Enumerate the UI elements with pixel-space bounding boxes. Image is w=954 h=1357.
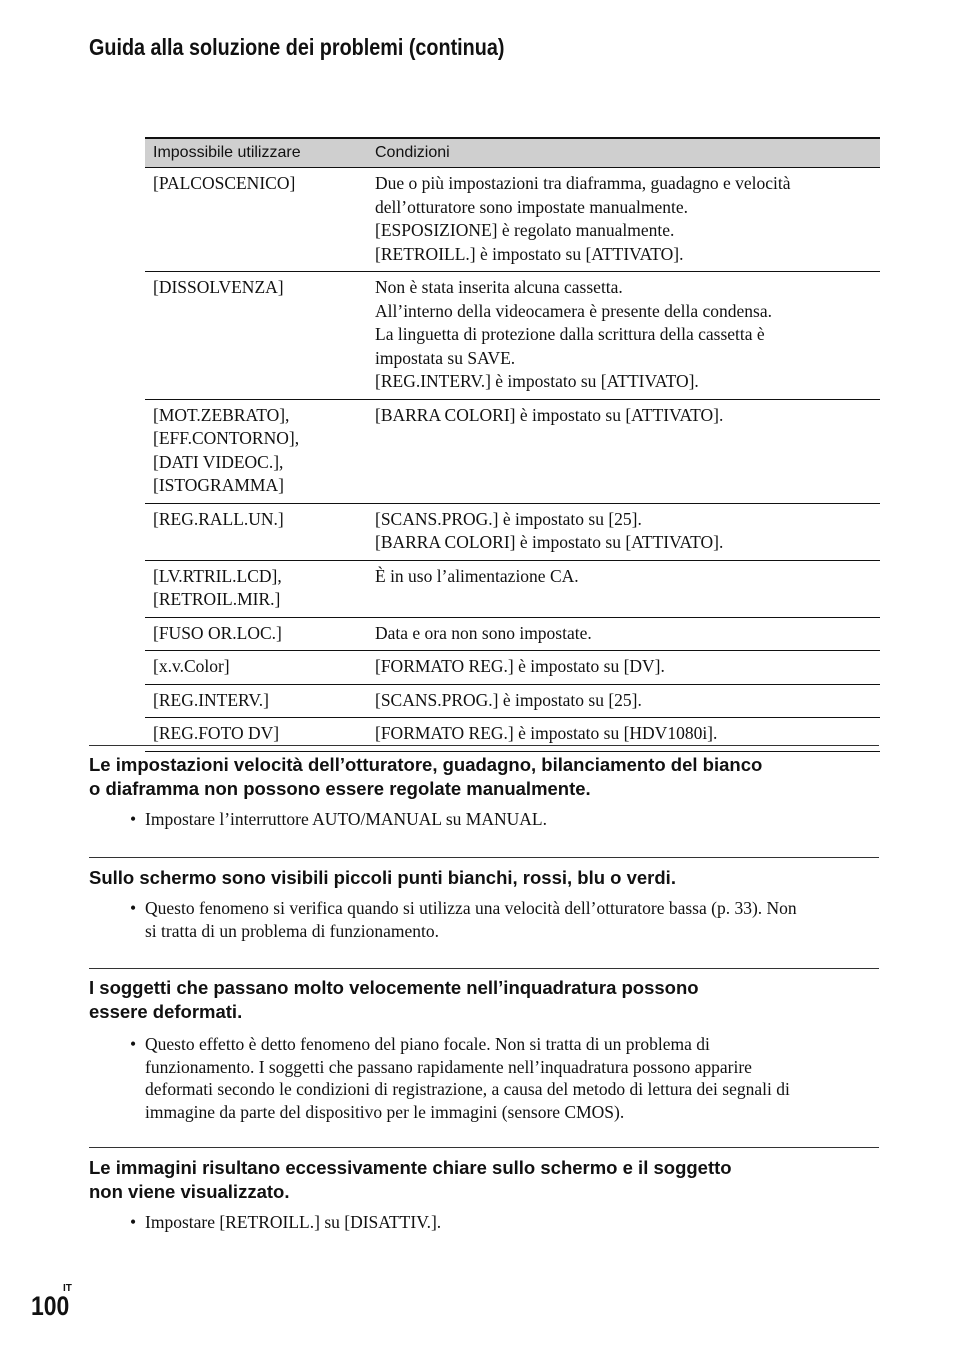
section-bullet-list bbox=[89, 897, 879, 942]
condition-line: [FORMATO REG.] è impostato su [DV]. bbox=[375, 656, 665, 676]
row-item-text: [LV.RTRIL.LCD], bbox=[153, 565, 282, 586]
section-heading: Sullo schermo sono visibili piccoli punti bianchi, rossi, blu o verdi. bbox=[89, 867, 676, 888]
section-heading: I soggetti che passano molto velocemente nell’inquadratura possono essere deformati. bbox=[89, 977, 699, 1022]
row-item-cell bbox=[145, 617, 367, 651]
table-row bbox=[145, 617, 880, 651]
section-bullet-list bbox=[89, 808, 879, 831]
table-header-row bbox=[145, 138, 880, 168]
section-focal-plane bbox=[89, 968, 879, 1123]
row-item-text: [REG.FOTO DV] bbox=[153, 723, 280, 743]
row-item-text: [ISTOGRAMMA] bbox=[153, 475, 284, 495]
section-heading: Le impostazioni velocità dell’otturatore, guadagno, bilanciamento del bianco o diaframma non possono essere regolate manualmente. bbox=[89, 754, 763, 799]
table-row bbox=[145, 399, 880, 503]
condition-line: È in uso l’alimentazione CA. bbox=[375, 565, 579, 586]
table-row bbox=[145, 684, 880, 718]
row-item-cell bbox=[145, 560, 367, 617]
section-heading: Le immagini risultano eccessivamente chiare sullo schermo e il soggetto non viene visualizzato. bbox=[89, 1157, 732, 1202]
row-item-cell bbox=[145, 684, 367, 718]
condition-line: Non è stata inserita alcuna cassetta. bbox=[375, 277, 623, 297]
page-number: 100 bbox=[31, 1291, 70, 1321]
row-item-text: [REG.INTERV.] bbox=[153, 689, 269, 710]
row-item-text: [REG.RALL.UN.] bbox=[153, 508, 284, 529]
bullet-icon: • bbox=[130, 1212, 137, 1232]
section-bullet-list bbox=[89, 1211, 879, 1234]
row-item-cell bbox=[145, 399, 367, 503]
row-conditions-cell bbox=[367, 651, 880, 685]
section-backlight bbox=[89, 1147, 879, 1234]
bullet-icon: • bbox=[130, 809, 137, 829]
troubleshooting-table bbox=[145, 137, 880, 752]
list-item: • Impostare [RETROILL.] su [DISATTIV.]. bbox=[130, 1212, 442, 1232]
table-row bbox=[145, 651, 880, 685]
row-item-text: [FUSO OR.LOC.] bbox=[153, 622, 282, 643]
condition-line: impostata su SAVE. bbox=[375, 347, 516, 368]
row-item-text: [x.v.Color] bbox=[153, 656, 230, 676]
row-conditions-cell bbox=[367, 503, 880, 560]
row-item-text: [DISSOLVENZA] bbox=[153, 277, 284, 297]
row-item-cell bbox=[145, 272, 367, 400]
condition-line: [ESPOSIZIONE] è regolato manualmente. bbox=[375, 220, 675, 240]
condition-line: [BARRA COLORI] è impostato su [ATTIVATO]. bbox=[375, 532, 724, 552]
row-item-text: [RETROIL.MIR.] bbox=[153, 589, 281, 609]
condition-line: [SCANS.PROG.] è impostato su [25]. bbox=[375, 508, 642, 529]
column-header-unusable: Impossibile utilizzare bbox=[145, 138, 367, 168]
page-title: Guida alla soluzione dei problemi (continua) bbox=[89, 34, 505, 60]
condition-line: [SCANS.PROG.] è impostato su [25]. bbox=[375, 689, 642, 710]
bullet-icon: • bbox=[130, 1034, 137, 1054]
row-item-cell bbox=[145, 503, 367, 560]
section-bullet-list bbox=[89, 1033, 879, 1123]
row-conditions-cell bbox=[367, 560, 880, 617]
condition-line: Due o più impostazioni tra diaframma, guadagno e velocità bbox=[375, 173, 791, 193]
row-conditions-cell bbox=[367, 168, 880, 272]
condition-line: All’interno della videocamera è presente della condensa. bbox=[375, 300, 772, 321]
row-item-text: [PALCOSCENICO] bbox=[153, 173, 296, 193]
bullet-icon: • bbox=[130, 898, 137, 918]
row-conditions-cell bbox=[367, 617, 880, 651]
row-item-cell bbox=[145, 168, 367, 272]
row-conditions-cell bbox=[367, 272, 880, 400]
table-row bbox=[145, 560, 880, 617]
table-row bbox=[145, 503, 880, 560]
list-item: • Impostare l’interruttore AUTO/MANUAL su MANUAL. bbox=[130, 809, 547, 829]
section-manual-settings bbox=[89, 745, 879, 831]
list-item: • Questo effetto è detto fenomeno del piano focale. Non si tratta di un problema di funzionamento. I soggetti che passano rapidamente nell’inquadratura possono apparire deformati secondo le condizioni di registrazione, a causa del metodo di lettura dei segnali di immagine da parte del dispositivo per le immagini (sensore CMOS). bbox=[130, 1034, 790, 1122]
condition-line: dell’otturatore sono impostate manualmente. bbox=[375, 196, 688, 217]
condition-line: Data e ora non sono impostate. bbox=[375, 622, 592, 643]
row-conditions-cell bbox=[367, 399, 880, 503]
column-header-conditions: Condizioni bbox=[367, 138, 880, 168]
row-item-text: [EFF.CONTORNO], bbox=[153, 428, 300, 448]
condition-line: [RETROILL.] è impostato su [ATTIVATO]. bbox=[375, 243, 684, 264]
page-language-code: IT bbox=[63, 1283, 72, 1294]
condition-line: [FORMATO REG.] è impostato su [HDV1080i]. bbox=[375, 723, 718, 743]
table-row bbox=[145, 272, 880, 400]
condition-line: [REG.INTERV.] è impostato su [ATTIVATO]. bbox=[375, 371, 699, 391]
section-white-dots bbox=[89, 857, 879, 942]
row-item-text: [MOT.ZEBRATO], bbox=[153, 404, 290, 425]
row-item-text: [DATI VIDEOC.], bbox=[153, 451, 284, 472]
condition-line: La linguetta di protezione dalla scrittura della cassetta è bbox=[375, 324, 765, 344]
row-item-cell bbox=[145, 651, 367, 685]
row-conditions-cell bbox=[367, 684, 880, 718]
table-row bbox=[145, 168, 880, 272]
list-item: • Questo fenomeno si verifica quando si utilizza una velocità dell’otturatore bassa (p. 33). Non si tratta di un problema di funzionamento. bbox=[130, 898, 797, 941]
condition-line: [BARRA COLORI] è impostato su [ATTIVATO]. bbox=[375, 404, 724, 425]
